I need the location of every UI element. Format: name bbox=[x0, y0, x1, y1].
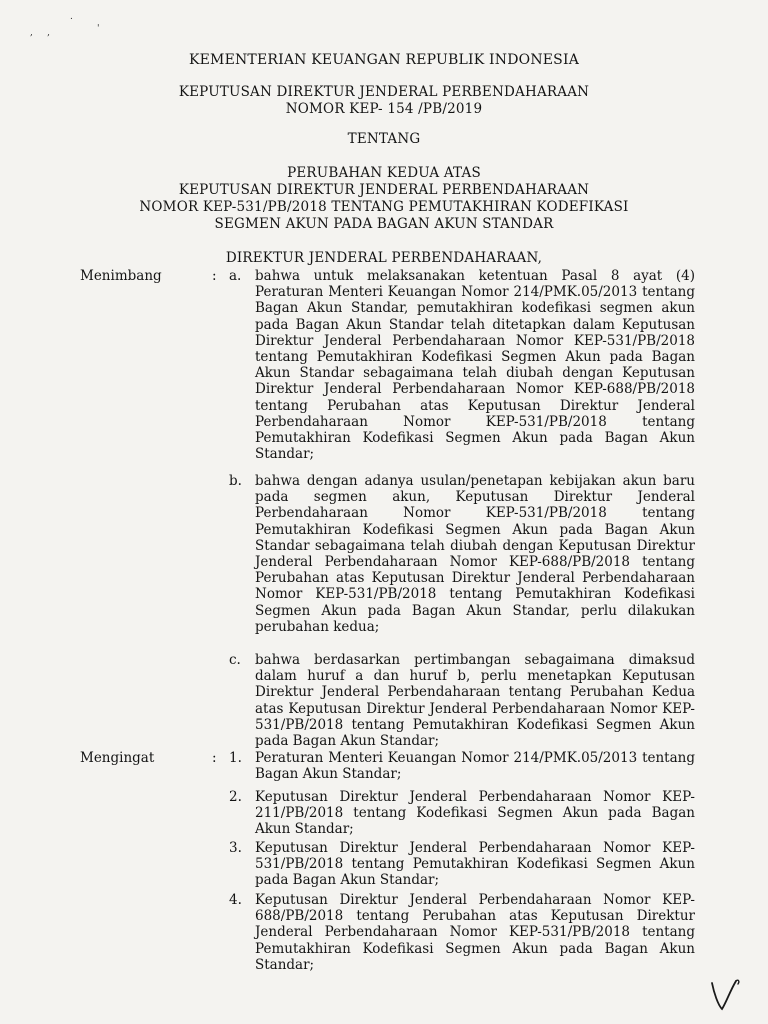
clause-text: bahwa untuk melaksanakan ketentuan Pasal 8 ayat (4) Peraturan Menteri Keuangan Nomor 214/PMK.05/2013 tentang Bagan Akun Standar, pemutakhiran kodefikasi segmen akun pada Bagan Akun Standar telah ditetapkan dalam Keputusan Direktur Jenderal Perbendaharaan Nomor KEP-531/PB/2018 tentang Pemutakhiran Kodefikasi Segmen Akun pada Bagan Akun Standar sebagaimana telah diubah dengan Keputusan Direktur Jenderal Perbendaharaan Nomor KEP-688/PB/2018 tentang Perubahan atas Keputusan Direktur Jenderal Perbendaharaan Nomor KEP-531/PB/2018 tentang Pemutakhiran Kodefikasi Segmen Akun pada Bagan Akun Standar; bbox=[255, 268, 695, 463]
decree-number: NOMOR KEP- 154 /PB/2019 bbox=[285, 101, 483, 117]
clause-text: bahwa berdasarkan pertimbangan sebagaimana dimaksud dalam huruf a dan huruf b, perlu menetapkan Keputusan Direktur Jenderal Perbendaharaan tentang Perubahan Kedua atas Keputusan Direktur Jenderal Perbendaharaan Nomor KEP-531/PB/2018 tentang Pemutakhiran Kodefikasi Segmen Akun pada Bagan Akun Standar; bbox=[255, 652, 695, 750]
legal-basis-text: Keputusan Direktur Jenderal Perbendaharaan Nomor KEP-211/PB/2018 tentang Kodefikasi Segmen Akun pada Bagan Akun Standar; bbox=[255, 789, 695, 838]
legal-basis-marker: 4. bbox=[229, 892, 242, 908]
mengingat-label: Mengingat bbox=[80, 750, 155, 766]
clause-marker: c. bbox=[229, 652, 241, 668]
handwritten-initial-icon bbox=[706, 975, 742, 1015]
ministry-heading: KEMENTERIAN KEUANGAN REPUBLIK INDONESIA bbox=[188, 52, 580, 68]
decree-type: KEPUTUSAN DIREKTUR JENDERAL PERBENDAHARAAN bbox=[178, 84, 590, 100]
scan-speck: . bbox=[70, 12, 73, 22]
legal-basis-marker: 3. bbox=[229, 840, 242, 856]
subject-line: SEGMEN AKUN PADA BAGAN AKUN STANDAR bbox=[214, 216, 554, 232]
clause-marker: b. bbox=[229, 473, 242, 489]
mengingat-colon: : bbox=[212, 750, 217, 766]
scan-speck: ' bbox=[97, 24, 100, 34]
scan-speck: , , bbox=[30, 28, 51, 38]
clause-marker: a. bbox=[229, 268, 242, 284]
legal-basis-text: Peraturan Menteri Keuangan Nomor 214/PMK.05/2013 tentang Bagan Akun Standar; bbox=[255, 750, 695, 783]
clause-text: bahwa dengan adanya usulan/penetapan kebijakan akun baru pada segmen akun, Keputusan Direktur Jenderal Perbendaharaan Nomor KEP-531/PB/2018 tentang Pemutakhiran Kodefikasi Segmen Akun pada Bagan Akun Standar sebagaimana telah diubah dengan Keputusan Direktur Jenderal Perbendaharaan Nomor KEP-688/PB/2018 tentang Perubahan atas Keputusan Direktur Jenderal Perbendaharaan Nomor KEP-531/PB/2018 tentang Pemutakhiran Kodefikasi Segmen Akun pada Bagan Akun Standar, perlu dilakukan perubahan kedua; bbox=[255, 473, 695, 635]
legal-basis-text: Keputusan Direktur Jenderal Perbendaharaan Nomor KEP-688/PB/2018 tentang Perubahan atas Keputusan Direktur Jenderal Perbendaharaan Nomor KEP-531/PB/2018 tentang Pemutakhiran Kodefikasi Segmen Akun pada Bagan Akun Standar; bbox=[255, 892, 695, 973]
subject-line: PERUBAHAN KEDUA ATAS bbox=[287, 165, 481, 181]
menimbang-label: Menimbang bbox=[80, 268, 162, 284]
legal-basis-text: Keputusan Direktur Jenderal Perbendaharaan Nomor KEP-531/PB/2018 tentang Pemutakhiran Kodefikasi Segmen Akun pada Bagan Akun Standar; bbox=[255, 840, 695, 889]
subject-line: NOMOR KEP-531/PB/2018 TENTANG PEMUTAKHIRAN KODEFIKASI bbox=[139, 199, 629, 215]
menimbang-colon: : bbox=[212, 268, 217, 284]
legal-basis-marker: 1. bbox=[229, 750, 242, 766]
legal-basis-marker: 2. bbox=[229, 789, 242, 805]
issuer-line: DIREKTUR JENDERAL PERBENDAHARAAN, bbox=[225, 250, 543, 266]
subject-line: KEPUTUSAN DIREKTUR JENDERAL PERBENDAHARAAN bbox=[178, 182, 590, 198]
tentang-heading: TENTANG bbox=[347, 131, 421, 147]
